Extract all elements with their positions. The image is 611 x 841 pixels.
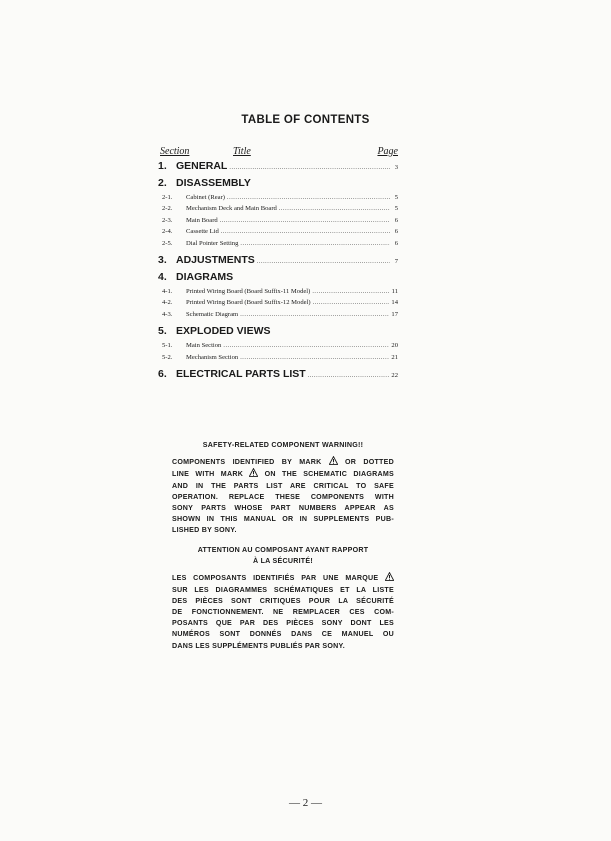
dot-leader (312, 289, 389, 295)
warning-line: DE FONCTIONNEMENT. NE REMPLACER CES COM- (172, 608, 394, 617)
subsection-title: Main Board (186, 216, 218, 224)
dot-leader (279, 206, 390, 212)
toc-section-row (158, 254, 398, 271)
dot-leader (240, 241, 390, 247)
dot-leader (257, 259, 390, 265)
warning-line: SONY PARTS WHOSE PART NUMBERS APPEAR AS (172, 504, 394, 513)
toc-subsection-row (160, 342, 398, 353)
dot-leader (240, 312, 389, 318)
warning-line: COMPONENTS IDENTIFIED BY MARK OR DOTTED (172, 458, 394, 467)
section-number: 3. (158, 253, 167, 266)
warning-line: LINE WITH MARK ON THE SCHEMATIC DIAGRAMS (172, 470, 394, 479)
caution-triangle-icon (249, 468, 258, 477)
section-number: 1. (158, 160, 167, 172)
warning-body (172, 572, 394, 651)
subsection-title: Main Section (186, 342, 222, 350)
subsection-number: 2-5. (162, 239, 173, 247)
subsection-number: 5-2. (162, 353, 173, 361)
section-title: EXPLODED VIEWS (176, 325, 271, 338)
subsection-title: Dial Pointer Setting (186, 239, 239, 247)
section-number: 5. (158, 325, 167, 338)
safety-warning-english (172, 440, 394, 537)
section-title: ELECTRICAL PARTS LIST (176, 367, 306, 380)
toc-section-row (158, 177, 398, 194)
subsection-title: Cassette Lid (186, 228, 219, 236)
toc-header (160, 146, 398, 160)
section-title: DIAGRAMS (176, 270, 234, 283)
toc-subsection-row (160, 194, 398, 205)
toc-section-row (158, 160, 398, 177)
safety-warning-french (172, 545, 394, 652)
toc-section-row (158, 368, 398, 385)
subsection-number: 4-3. (162, 310, 173, 318)
caution-triangle-icon (329, 456, 338, 465)
subsection-page: 21 (391, 353, 398, 361)
subsection-number: 2-4. (162, 228, 173, 236)
subsection-page: 6 (394, 228, 398, 236)
toc-subsection-row (160, 240, 398, 251)
subsection-number: 2-3. (162, 216, 173, 224)
warning-title-line: ATTENTION AU COMPOSANT AYANT RAPPORT (197, 546, 369, 554)
subsection-title: Mechanism Deck and Main Board (186, 205, 277, 213)
toc-subsection-row (160, 217, 398, 228)
subsection-title: Schematic Diagram (186, 310, 239, 318)
section-page: 22 (391, 371, 398, 379)
warning-line: DES PIÈCES SONT CRITIQUES POUR LA SÉCURITÉ (172, 596, 394, 605)
toc-section-row (158, 325, 398, 342)
dot-leader (308, 373, 390, 379)
subsection-page: 20 (391, 342, 398, 350)
dot-leader (220, 218, 390, 224)
subsection-page: 5 (394, 194, 398, 201)
dot-leader (229, 165, 390, 171)
dot-leader (223, 343, 389, 349)
toc-subsection-row (160, 228, 398, 239)
toc-entries (160, 160, 398, 385)
subsection-number: 4-2. (162, 299, 173, 307)
warning-line: OPERATION. REPLACE THESE COMPONENTS WITH (172, 492, 394, 501)
warning-line: SHOWN IN THIS MANUAL OR IN SUPPLEMENTS PUB- (172, 515, 394, 524)
header-section-label: Section (160, 146, 190, 157)
toc-section-row (158, 271, 398, 288)
table-of-contents (160, 146, 398, 385)
header-title-label: Title (233, 146, 251, 157)
page-number: — 2 — (289, 797, 322, 809)
page-title: TABLE OF CONTENTS (241, 114, 370, 126)
warning-line: LISHED BY SONY. (172, 526, 237, 535)
warning-title: SAFETY-RELATED COMPONENT WARNING!! (202, 441, 364, 449)
dot-leader (313, 300, 390, 306)
subsection-number: 4-1. (162, 287, 173, 295)
warning-line: LES COMPOSANTS IDENTIFIÉS PAR UNE MARQUE (172, 572, 394, 584)
toc-subsection-row (160, 311, 398, 322)
toc-subsection-row (160, 299, 398, 310)
caution-triangle-icon (385, 572, 394, 581)
dot-leader (227, 195, 390, 201)
subsection-title: Printed Wiring Board (Board Suffix-11 Model) (186, 287, 311, 295)
section-number: 4. (158, 270, 167, 283)
dot-leader (221, 229, 390, 235)
section-number: 6. (158, 367, 167, 380)
subsection-page: 6 (394, 216, 398, 224)
warning-line: DANS LES SUPPLÉMENTS PUBLIÉS PAR SONY. (172, 641, 345, 650)
section-title: DISASSEMBLY (176, 177, 251, 189)
subsection-title: Cabinet (Rear) (186, 194, 225, 201)
subsection-page: 11 (391, 287, 398, 295)
section-page: 3 (394, 164, 398, 171)
subsection-page: 17 (391, 310, 398, 318)
subsection-number: 2-1. (162, 194, 173, 201)
toc-subsection-row (160, 354, 398, 365)
warning-line: POSANTS QUE PAR DES PIÈCES SONY DONT LES (172, 619, 394, 628)
warning-line: NUMÉROS SONT DONNÉS DANS CE MANUEL OU (172, 630, 394, 639)
subsection-page: 5 (394, 205, 398, 213)
warning-body (172, 456, 394, 536)
toc-subsection-row (160, 205, 398, 216)
warning-line: AND IN THE PARTS LIST ARE CRITICAL TO SAFE (172, 481, 394, 490)
header-page-label: Page (377, 146, 398, 157)
section-title: ADJUSTMENTS (176, 253, 255, 266)
subsection-title: Mechanism Section (186, 353, 239, 361)
warning-line: SUR LES DIAGRAMMES SCHÉMATIQUES ET LA LISTE (172, 585, 394, 594)
section-number: 2. (158, 177, 167, 189)
warning-title-line: À LA SÉCURITÉ! (253, 557, 313, 566)
subsection-page: 14 (391, 299, 398, 307)
section-page: 7 (394, 257, 398, 265)
subsection-number: 2-2. (162, 205, 173, 213)
dot-leader (240, 355, 389, 361)
subsection-title: Printed Wiring Board (Board Suffix-12 Model) (186, 299, 311, 307)
subsection-page: 6 (394, 239, 398, 247)
subsection-number: 5-1. (162, 342, 173, 350)
warning-title (172, 545, 394, 567)
toc-subsection-row (160, 288, 398, 299)
section-title: GENERAL (176, 160, 228, 172)
